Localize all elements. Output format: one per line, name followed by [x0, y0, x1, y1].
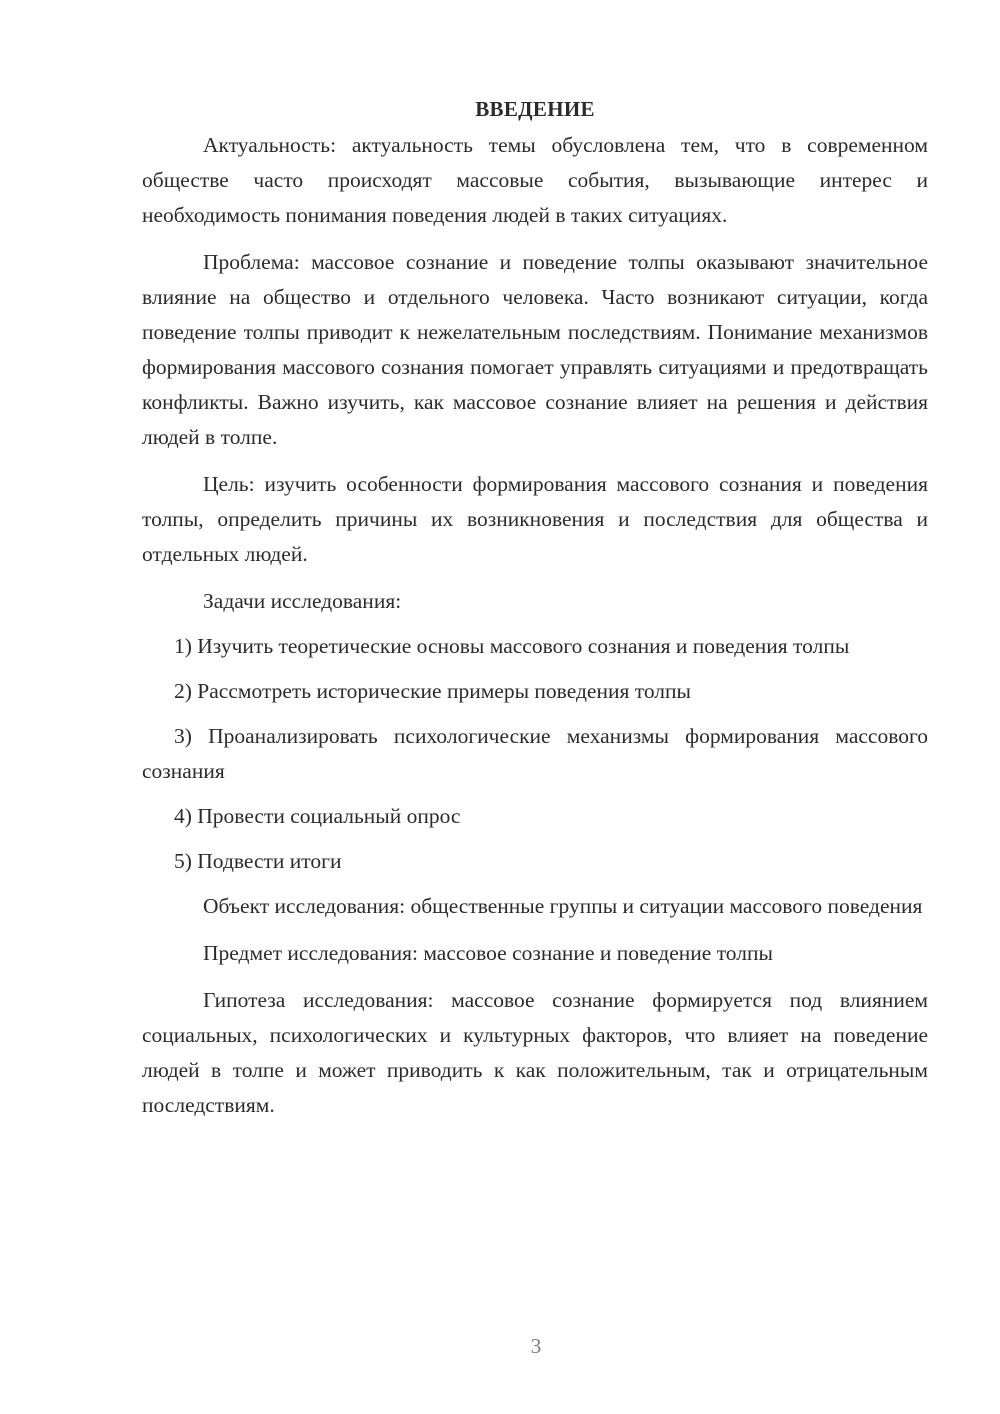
list-item: 3) Проанализировать психологические механизмы формирования массового сознания [142, 724, 928, 783]
paragraph-object: Объект исследования: общественные группы и ситуации массового поведения [203, 894, 923, 918]
list-item: 5) Подвести итоги [174, 849, 342, 873]
list-item: 2) Рассмотреть исторические примеры поведения толпы [174, 679, 691, 703]
list-item: 4) Провести социальный опрос [174, 804, 461, 828]
paragraph-hypothesis: Гипотеза исследования: массовое сознание формируется под влиянием социальных, психологических и культурных факторов, что влияет на поведение людей в толпе и может приводить к как положительным, так и отрицательным последствиям. [142, 988, 928, 1117]
paragraph-relevance: Актуальность: актуальность темы обусловлена тем, что в современном обществе часто происходят массовые события, вызывающие интерес и необходимость понимания поведения людей в таких ситуациях. [142, 133, 928, 227]
paragraph-problem: Проблема: массовое сознание и поведение толпы оказывают значительное влияние на общество и отдельного человека. Часто возникают ситуации, когда поведение толпы приводит к нежелательным последствиям. Понимание механизмов формирования массового сознания помогает управлять ситуациями и предотвращать конфликты. Важно изучить, как массовое сознание влияет на решения и действия людей в толпе. [142, 250, 928, 449]
tasks-list [142, 629, 928, 879]
paragraph-goal: Цель: изучить особенности формирования массового сознания и поведения толпы, определить причины их возникновения и последствия для общества и отдельных людей. [142, 472, 928, 566]
list-item: 1) Изучить теоретические основы массового сознания и поведения толпы [174, 634, 850, 658]
tasks-heading: Задачи исследования: [203, 589, 402, 613]
page-title: ВВЕДЕНИЕ [475, 97, 595, 121]
paragraph-subject: Предмет исследования: массовое сознание и поведение толпы [203, 941, 773, 965]
document-page [142, 92, 928, 1135]
page-number: 3 [530, 1334, 542, 1358]
